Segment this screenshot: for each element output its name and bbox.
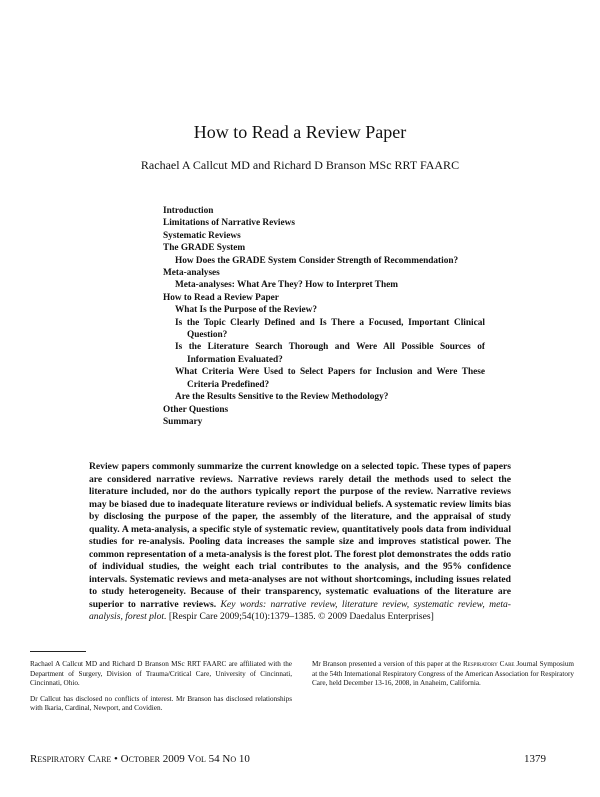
- footer-separator: •: [111, 753, 121, 765]
- toc-entry: Other Questions: [163, 404, 229, 415]
- presentation-note-prefix: Mr Branson presented a version of this paper at the: [312, 660, 461, 668]
- table-of-contents: [163, 205, 485, 428]
- toc-entry: What Criteria Were Used to Select Papers for Inclusion and Were These Criteria Predefined?: [175, 367, 485, 390]
- affiliation-note: Rachael A Callcut MD and Richard D Branson MSc RRT FAARC are affiliated with the Department of Surgery, Division of Trauma/Critical Care, University of Cincinnati, Cincinnati, Ohio.: [30, 660, 292, 688]
- footnotes-right: [312, 660, 574, 689]
- paper-title: How to Read a Review Paper: [193, 122, 407, 142]
- presentation-note-journal: Respiratory Care: [462, 660, 515, 668]
- toc-entry: Is the Literature Search Thorough and Were All Possible Sources of Information Evaluated?: [175, 342, 485, 365]
- toc-entry: How to Read a Review Paper: [163, 292, 279, 303]
- abstract-body: Review papers commonly summarize the current knowledge on a selected topic. These types of papers are considered narrative reviews. Narrative reviews rarely detail the methods used to select the literature included, nor do the authors typically report the purpose of the review. Narrative reviews may be biased due to inadequate literature reviews or individual beliefs. A systematic review limits bias by disclosing the purpose of the paper, the assembly of the literature, and the appraisal of study quality. A meta-analysis, a specific style of systematic review, quantitatively pools data from individual studies for re-analysis. Pooling data increases the sample size and improves statistical power. The common representation of a meta-analysis is the forest plot. The forest plot demonstrates the odds ratio of individual studies, the weight each trial contributes to the analysis, and the 95% confidence intervals. Systematic reviews and meta-analyses are not without shortcomings, including issues related to study heterogeneity. Because of their transparency, systematic evaluations of the literature are superior to narrative reviews.: [89, 461, 511, 610]
- toc-entry: Are the Results Sensitive to the Review Methodology?: [175, 392, 389, 403]
- footer-issue: October 2009 Vol 54 No 10: [120, 753, 250, 765]
- toc-entry: What Is the Purpose of the Review?: [175, 305, 318, 316]
- toc-entry: Systematic Reviews: [163, 230, 241, 241]
- author-line: Rachael A Callcut MD and Richard D Branson MSc RRT FAARC: [140, 158, 460, 172]
- disclosure-note: Dr Callcut has disclosed no conflicts of interest. Mr Branson has disclosed relationships with Ikaria, Cardinal, Newport, and Covidien.: [30, 694, 292, 713]
- toc-entry: Meta-analyses: What Are They? How to Interpret Them: [175, 280, 399, 291]
- page-footer: [30, 752, 546, 766]
- page-number: 1379: [524, 753, 546, 765]
- footer-journal: Respiratory Care: [30, 753, 112, 765]
- citation: [Respir Care 2009;54(10):1379–1385. © 2009 Daedalus Enterprises]: [168, 611, 434, 622]
- toc-entry: Meta-analyses: [163, 268, 220, 279]
- toc-entry: The GRADE System: [163, 243, 246, 254]
- footnotes-left: [30, 660, 292, 720]
- toc-entry: How Does the GRADE System Consider Strength of Recommendation?: [175, 255, 459, 266]
- toc-entry: Limitations of Narrative Reviews: [163, 218, 295, 229]
- toc-entry: Introduction: [163, 206, 214, 216]
- keywords: Key words: narrative review, literature review, systematic review, meta-analysis, forest plot.: [89, 598, 511, 622]
- presentation-note-suffix: Journal Symposium at the 54th International Respiratory Congress of the American Association for Respiratory Care, held December 13-16, 2008, in Anaheim, California.: [312, 660, 575, 688]
- abstract: [89, 461, 511, 624]
- toc-entry: Summary: [163, 416, 203, 427]
- footnote-rule: [30, 651, 86, 652]
- toc-entry: Is the Topic Clearly Defined and Is There a Focused, Important Clinical Question?: [175, 317, 485, 341]
